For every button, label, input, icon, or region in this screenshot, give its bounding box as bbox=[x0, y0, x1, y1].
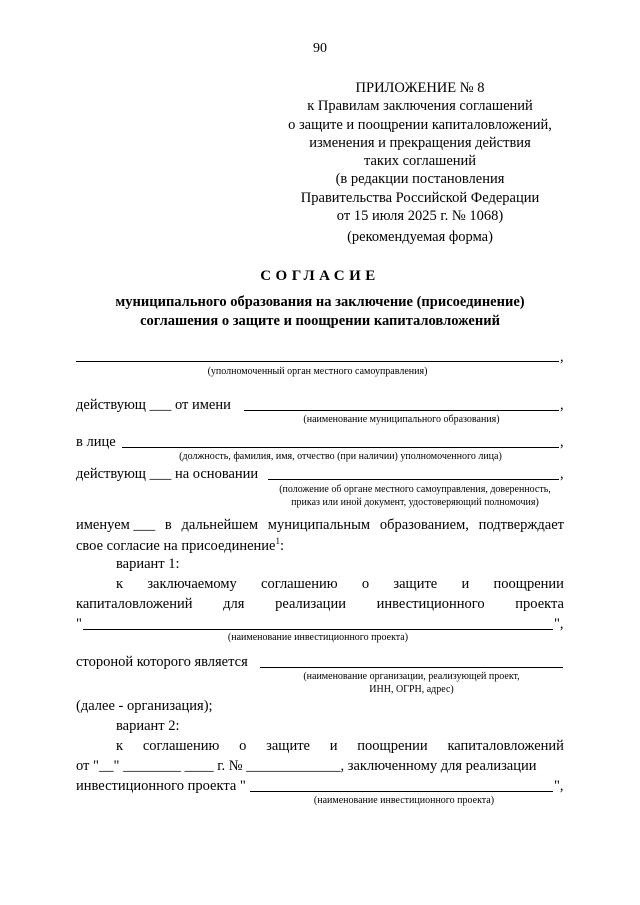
person-label: в лице bbox=[76, 434, 116, 450]
project-caption-2: (наименование инвестиционного проекта) bbox=[313, 795, 495, 806]
word: образованием, bbox=[379, 517, 469, 533]
subtitle-line: муниципального образования на заключение (присоединение) bbox=[115, 294, 525, 310]
word: реализации bbox=[275, 596, 346, 612]
word: заключаемому bbox=[147, 576, 237, 592]
word: защите bbox=[393, 576, 438, 592]
quote-close: ", bbox=[554, 778, 564, 794]
word: подтверждает bbox=[478, 517, 564, 533]
variant1-label: вариант 1: bbox=[116, 556, 180, 572]
consent-tail: : bbox=[279, 537, 285, 554]
variant1-line2 bbox=[76, 596, 564, 613]
word: поощрении bbox=[493, 576, 564, 592]
word: капиталовложений bbox=[76, 596, 193, 612]
page-number: 90 bbox=[313, 41, 327, 56]
word: капиталовложений bbox=[447, 738, 564, 754]
project-field[interactable] bbox=[83, 629, 553, 630]
organization-field[interactable] bbox=[260, 667, 563, 668]
word: дальнейшем bbox=[181, 517, 259, 533]
basis-caption: (положение об органе местного самоуправления, доверенность, bbox=[279, 484, 551, 495]
word: и bbox=[329, 738, 338, 754]
subtitle-line: соглашения о защите и поощрении капиталовложений bbox=[140, 313, 500, 329]
word: и bbox=[461, 576, 470, 592]
word: к bbox=[116, 738, 124, 754]
appendix-line: изменения и прекращения действия bbox=[309, 134, 531, 151]
comma: , bbox=[560, 466, 564, 482]
party-label: стороной которого является bbox=[76, 654, 248, 670]
authority-caption: (уполномоченный орган местного самоуправления) bbox=[207, 366, 428, 377]
authority-field[interactable] bbox=[76, 361, 559, 362]
quote-close: ", bbox=[554, 616, 564, 632]
word: именуем ___ bbox=[76, 517, 156, 533]
project-label-2: инвестиционного проекта " bbox=[76, 778, 246, 794]
organization-short: (далее - организация); bbox=[76, 698, 213, 714]
organization-caption: ИНН, ОГРН, адрес) bbox=[369, 684, 454, 695]
person-field[interactable] bbox=[122, 447, 559, 448]
comma: , bbox=[560, 349, 564, 365]
appendix-line: ПРИЛОЖЕНИЕ № 8 bbox=[355, 80, 485, 96]
word: проекта bbox=[515, 596, 564, 612]
word: соглашению bbox=[142, 738, 220, 754]
appendix-header bbox=[260, 79, 580, 225]
acting-on-behalf-label: действующ ___ от имени bbox=[76, 397, 231, 413]
variant1-line1 bbox=[116, 576, 564, 593]
word: защите bbox=[266, 738, 310, 754]
form-note: (рекомендуемая форма) bbox=[347, 229, 493, 245]
person-caption: (должность, фамилия, имя, отчество (при наличии) уполномоченного лица) bbox=[179, 451, 502, 462]
appendix-line: к Правилам заключения соглашений bbox=[307, 98, 533, 115]
basis-caption: приказ или иной документ, удостоверяющий полномочия) bbox=[291, 497, 539, 508]
word: о bbox=[361, 576, 370, 592]
consent-text: свое согласие на присоединение bbox=[76, 537, 276, 554]
acting-basis-label: действующ ___ на основании bbox=[76, 466, 259, 482]
quote-open: " bbox=[76, 616, 82, 632]
named-line bbox=[76, 517, 564, 534]
municipality-caption: (наименование муниципального образования) bbox=[303, 414, 500, 425]
project-field-2[interactable] bbox=[250, 791, 553, 792]
variant2-label: вариант 2: bbox=[116, 718, 180, 734]
footnote-mark[interactable]: 1 bbox=[275, 536, 280, 546]
document-subtitle bbox=[70, 293, 570, 331]
basis-field[interactable] bbox=[268, 479, 559, 480]
word: к bbox=[116, 576, 124, 592]
document-title: СОГЛАСИЕ bbox=[260, 268, 380, 284]
project-caption: (наименование инвестиционного проекта) bbox=[227, 632, 409, 643]
comma: , bbox=[560, 397, 564, 413]
municipality-field[interactable] bbox=[244, 410, 559, 411]
word: о bbox=[239, 738, 247, 754]
word: поощрении bbox=[357, 738, 428, 754]
word: инвестиционного bbox=[376, 596, 485, 612]
appendix-line: таких соглашений bbox=[363, 153, 477, 170]
word: муниципальным bbox=[267, 517, 371, 533]
word: для bbox=[223, 596, 245, 612]
appendix-line: от 15 июля 2025 г. № 1068) bbox=[336, 208, 504, 225]
word: соглашению bbox=[261, 576, 338, 592]
variant2-line1 bbox=[116, 738, 564, 755]
consent-line bbox=[76, 536, 284, 555]
word: в bbox=[164, 517, 172, 533]
appendix-line: (в редакции постановления bbox=[335, 171, 505, 188]
appendix-line: о защите и поощрении капиталовложений, bbox=[288, 116, 552, 133]
comma: , bbox=[560, 434, 564, 450]
organization-caption: (наименование организации, реализующей проект, bbox=[303, 671, 520, 682]
appendix-line: Правительства Российской Федерации bbox=[300, 189, 540, 206]
agreement-date-number-line[interactable]: от "__" ________ ____ г. № _____________, заключенному для реализации bbox=[76, 758, 537, 774]
